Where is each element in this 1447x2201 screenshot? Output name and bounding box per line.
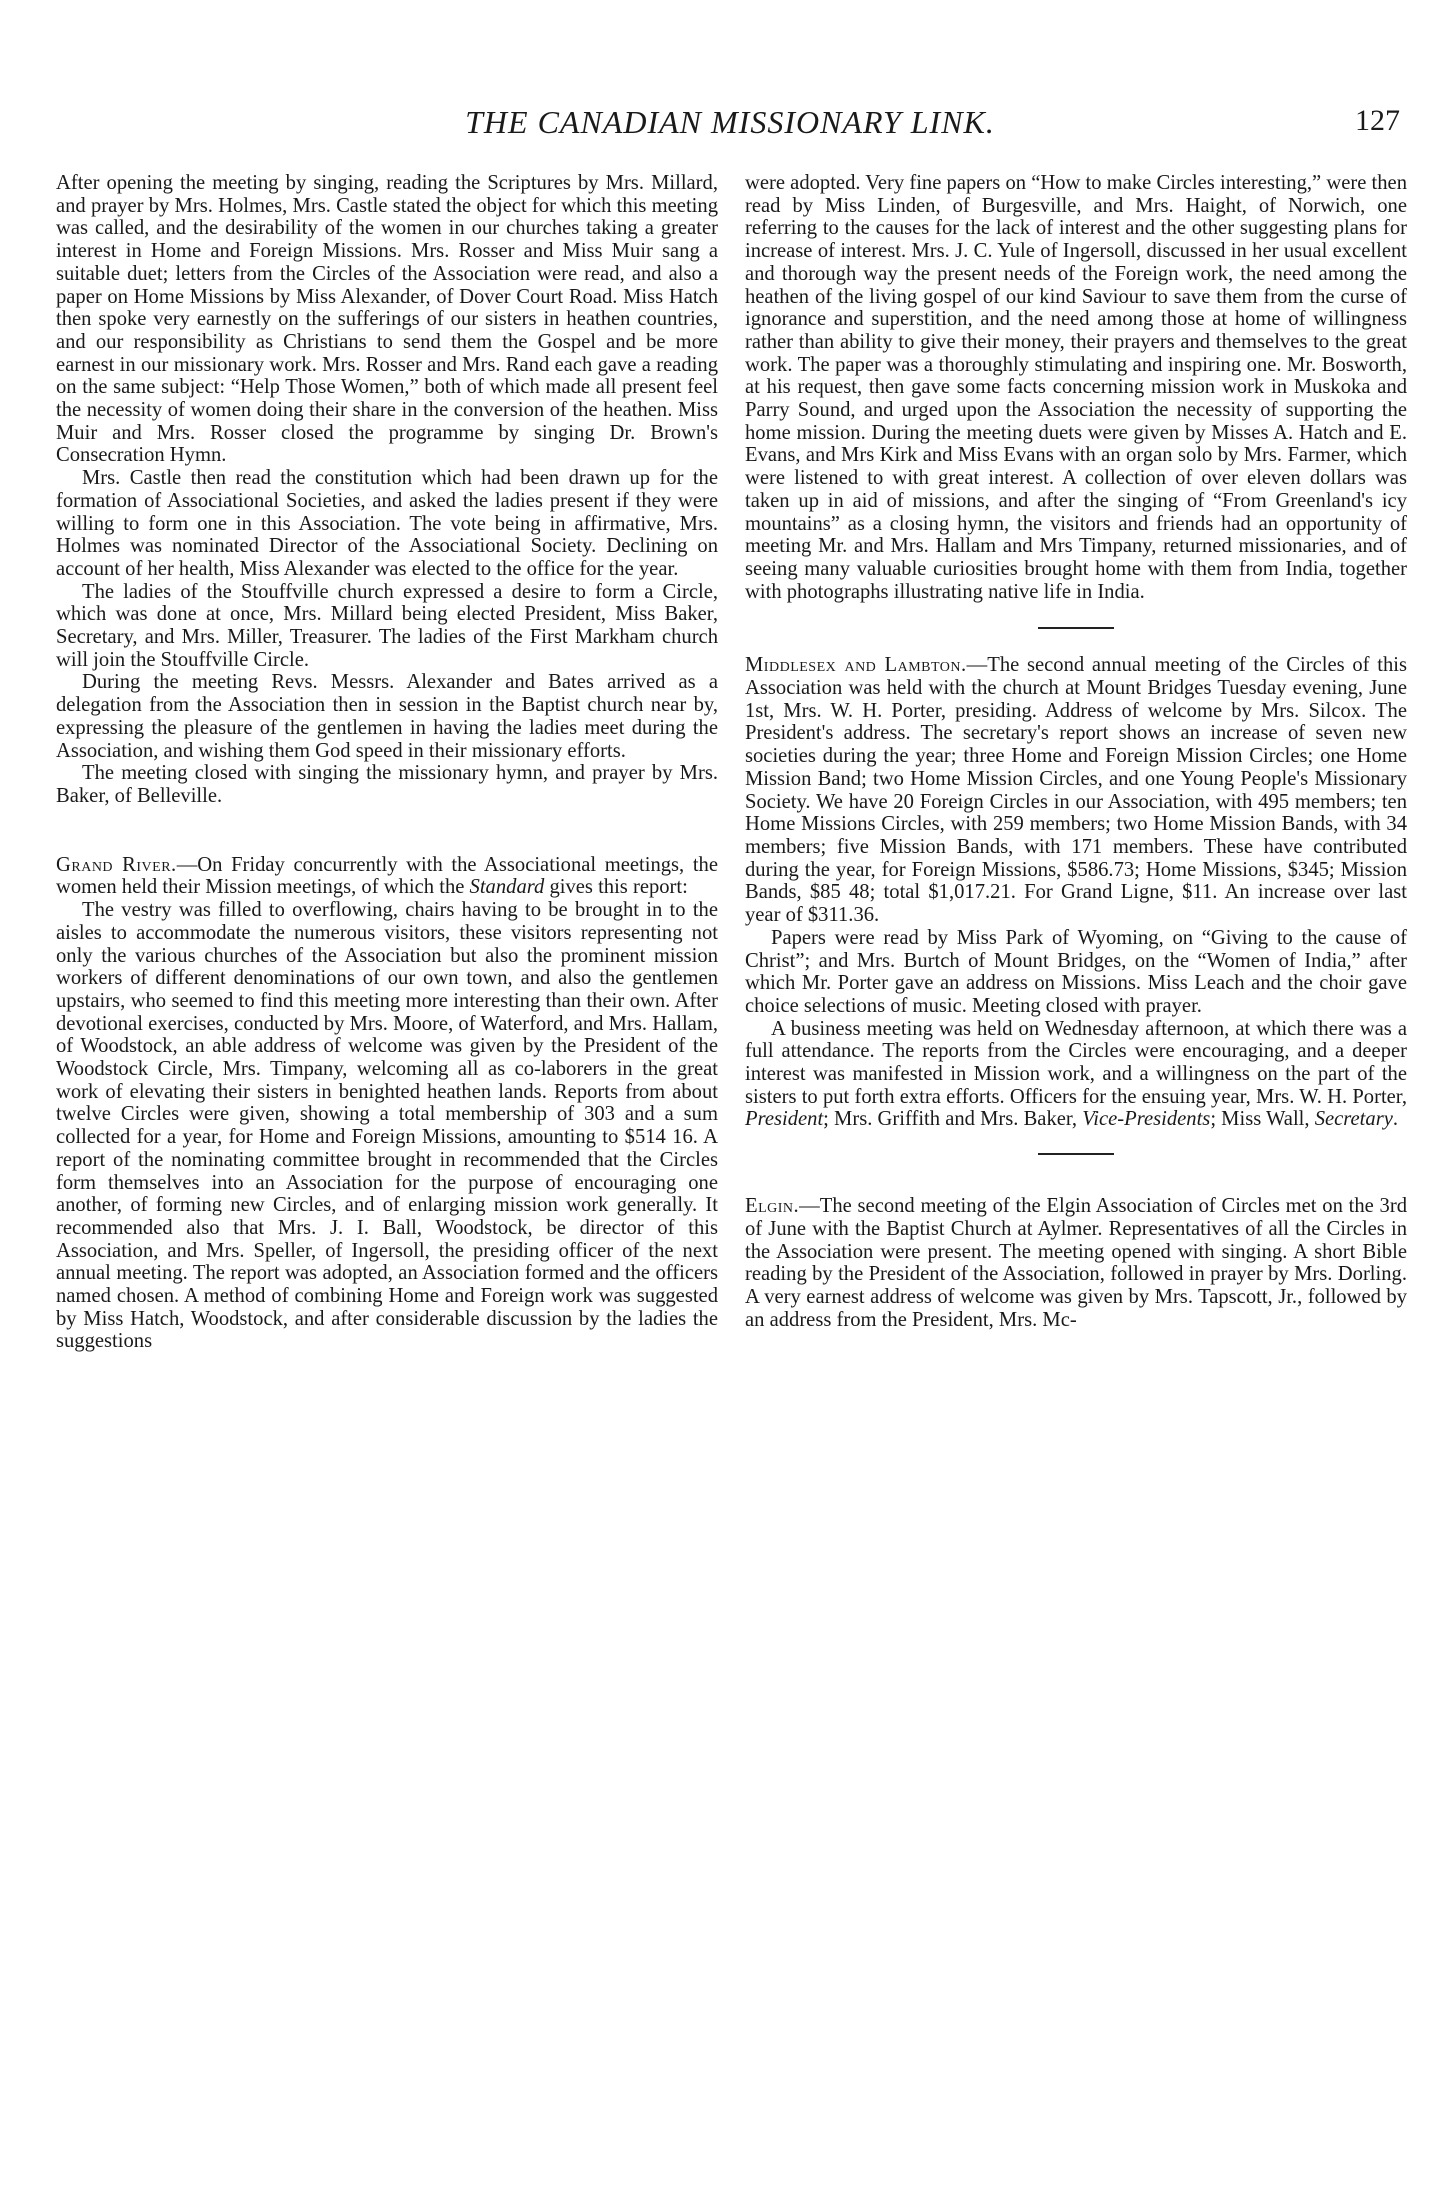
paragraph: Mrs. Castle then read the constitution which had been drawn up for the formation of Associational Societies, and asked the ladies present if they were willing to form one in this Association. The vote being in affirmative, Mrs. Holmes was nominated Director of the Associational Society. Declining on account of her health, Miss Alexander was elected to the office for the year. — [56, 467, 718, 580]
page-header — [60, 104, 1400, 144]
running-title: THE CANADIAN MISSIONARY LINK. — [465, 104, 995, 140]
paragraph: were adopted. Very fine papers on “How to make Circles interesting,” were then read by Miss Linden, of Burgesville, and Mrs. Haight, of Norwich, one referring to the causes for the lack of interest and the other suggesting plans for increase of interest. Mrs. J. C. Yule of Ingersoll, discussed in her usual excellent and thorough way the present needs of the Foreign work, the need among the heathen of the living gospel of our kind Saviour to save them from the curse of ignorance and superstition, and the need among those at home of willingness rather than ability to give their money, their prayers and themselves to the great work. The paper was a thoroughly stimulating and inspiring one. Mr. Bosworth, at his request, then gave some facts concerning mission work in Muskoka and Parry Sound, and urged upon the Association the necessity of supporting the home mission. During the meeting duets were given by Misses A. Hatch and E. Evans, and Mrs Kirk and Miss Evans with an organ solo by Mrs. Farmer, which were listened to with great interest. A collection of over eleven dollars was taken up in aid of missions, and after the singing of “From Greenland's icy mountains” as a closing hymn, the visitors and friends had an opportunity of meeting Mr. and Mrs. Hallam and Mrs Timpany, returned missionaries, and of seeing many valuable curiosities brought home with them from India, together with photographs illustrating native life in India. — [745, 172, 1407, 603]
section-heading: Elgin. — [745, 1195, 800, 1218]
newspaper-name: Standard — [469, 876, 545, 899]
grand-river-report: Grand River.—On Friday concurrently with the Associational meetings, the women held their Mission meetings, of which the Standard gives this report: — [56, 853, 718, 899]
paragraph: The meeting closed with singing the missionary hymn, and prayer by Mrs. Baker, of Belleville. — [56, 762, 718, 807]
left-column — [56, 172, 718, 1353]
paragraph: The vestry was filled to overflowing, chairs having to be brought in to the aisles to accommodate the numerous visitors, these visitors representing not only the various churches of the Association but also the prominent mission workers of different denominations of our own town, and also the gentlemen upstairs, who seemed to find this meeting more interesting than their own. After devotional exercises, conducted by Mrs. Moore, of Waterford, and Mrs. Hallam, of Woodstock, an able address of welcome was given by the President of the Woodstock Circle, Mrs. Timpany, welcoming all as co-laborers in the great work of elevating their sisters in benighted heathen lands. Reports from about twelve Circles were given, showing a total membership of 303 and a sum collected for a year, for Home and Foreign Missions, amounting to $514 16. A report of the nominating committee brought in recommended that the Circles form themselves into an Association for the purpose of encouraging one another, of forming new Circles, and of enlarging mission work generally. It recommended also that Mrs. J. I. Ball, Woodstock, be director of this Association, and Mrs. Speller, of Ingersoll, the presiding officer of the next annual meeting. The report was adopted, an Association formed and the officers named chosen. A method of combining Home and Foreign work was suggested by Miss Hatch, Woodstock, and after considerable discussion by the ladies the suggestions — [56, 899, 718, 1353]
page-number: 127 — [1355, 104, 1400, 137]
paragraph: During the meeting Revs. Messrs. Alexander and Bates arrived as a delegation from the Association then in session in the Baptist church near by, expressing the pleasure of the gentlemen in having the ladies meet during the Association, and wishing them God speed in their missionary efforts. — [56, 671, 718, 762]
paragraph: After opening the meeting by singing, reading the Scriptures by Mrs. Millard, and prayer by Mrs. Holmes, Mrs. Castle stated the object for which this meeting was called, and the desirability of the women in our churches taking a greater interest in Home and Foreign Missions. Mrs. Rosser and Miss Muir sang a suitable duet; letters from the Circles of the Association were read, and also a paper on Home Missions by Miss Alexander, of Dover Court Road. Miss Hatch then spoke very earnestly on the sufferings of our sisters in heathen countries, and our responsibility as Christians to send them the Gospel and be more earnest in our missionary work. Mrs. Rosser and Mrs. Rand each gave a reading on the same subject: “Help Those Women,” both of which made all present feel the necessity of women doing their share in the conversion of the heathen. Miss Muir and Mrs. Rosser closed the programme by singing Dr. Brown's Consecration Hymn. — [56, 172, 718, 467]
paragraph: The ladies of the Stouffville church expressed a desire to form a Circle, which was done at once, Mrs. Millard being elected President, Miss Baker, Secretary, and Mrs. Miller, Treasurer. The ladies of the First Markham church will join the Stouffville Circle. — [56, 580, 718, 671]
paragraph: Papers were read by Miss Park of Wyoming, on “Giving to the cause of Christ”; and Mrs. Burtch of Mount Bridges, on the “Women of India,” after which Mr. Porter gave an address on Missions. Miss Leach and the choir gave choice selections of music. Meeting closed with prayer. — [745, 926, 1407, 1017]
middlesex-report: Middlesex and Lambton.—The second annual meeting of the Circles of this Association was held with the church at Mount Bridges Tuesday evening, June 1st, Mrs. W. H. Porter, presiding. Address of welcome by Mrs. Silcox. The President's address. The secretary's report shows an increase of seven new societies during the year; three Home and Foreign Mission Circles; one Home Mission Band; two Home Mission Circles, and one Young People's Missionary Society. We have 20 Foreign Circles in our Association, with 495 members; ten Home Missions Circles, with 259 members; two Home Mission Bands, with 34 members; five Mission Bands, with 171 members. These have contributed during the year, for Foreign Missions, $586.73; Home Missions, $345; Mission Bands, $85 48; total $1,017.21. For Grand Ligne, $11. An increase over last year of $311.36. — [745, 654, 1407, 927]
elgin-report: Elgin.—The second meeting of the Elgin Association of Circles met on the 3rd of June with the Baptist Church at Aylmer. Representatives of all the Circles in the Association were present. The meeting opened with singing. A short Bible reading by the President of the Association, followed in prayer by Mrs. Dorling. A very earnest address of welcome was given by Mrs. Tapscott, Jr., followed by an address from the President, Mrs. Mc- — [745, 1195, 1407, 1331]
section-heading: Grand River. — [56, 853, 177, 876]
right-column — [745, 172, 1407, 1331]
section-heading: Middlesex and Lambton. — [745, 654, 967, 677]
officers-paragraph: A business meeting was held on Wednesday afternoon, at which there was a full attendance. The reports from the Circles were encouraging, and a deeper interest was manifested in Mission work, and a willingness on the part of the sisters to put forth extra efforts. Officers for the ensuing year, Mrs. W. H. Porter, President; Mrs. Griffith and Mrs. Baker, Vice-Presidents; Miss Wall, Secretary. — [745, 1017, 1407, 1131]
